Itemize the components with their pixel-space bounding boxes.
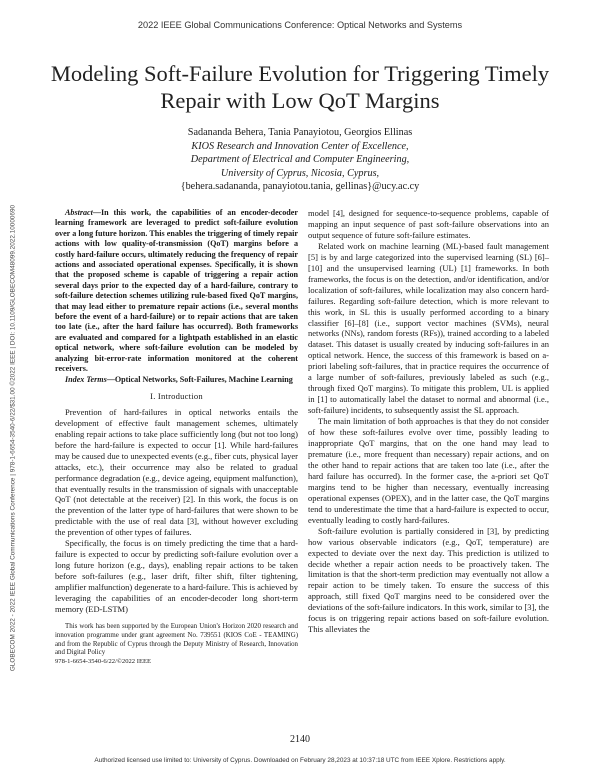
index-terms-text: —Optical Networks, Soft-Failures, Machine Learning xyxy=(106,374,293,384)
author-names: Sadananda Behera, Tania Panayiotou, Georgios Ellinas xyxy=(187,127,413,138)
affiliation-line-1: KIOS Research and Innovation Center of Excellence, xyxy=(191,140,409,152)
doi-sidebar-text: GLOBECOM 2022 - 2022 IEEE Global Communications Conference | 978-1-6654-3540-6/22/$31.00 ©2022 IEEE | DOI: 10.1109/GLOBECOM48099.2022.10000690 xyxy=(9,204,17,671)
conference-header: 2022 IEEE Global Communications Conference: Optical Networks and Systems xyxy=(137,20,463,30)
doi-sidebar xyxy=(6,200,20,675)
author-emails: {behera.sadananda, panayiotou.tania, gellinas}@ucy.ac.cy xyxy=(180,181,420,193)
right-paragraph: model [4], designed for sequence-to-sequence problems, capable of mapping an input sequence of past soft-failure observations into an output sequence of future soft-failure estimates. xyxy=(308,208,549,240)
left-column xyxy=(55,208,298,667)
footnote-block xyxy=(55,623,298,667)
isbn-line: 978-1-6654-3540-6/22/©2022 IEEE xyxy=(55,658,152,666)
abstract xyxy=(55,208,298,375)
index-terms xyxy=(55,375,298,385)
affiliation-line-2: Department of Electrical and Computer Engineering, xyxy=(190,154,410,166)
license-footer: Authorized licensed use limited to: University of Cyprus. Downloaded on February 28,2023 at 10:37:18 UTC from IEEE Xplore. Restrictions apply. xyxy=(94,757,506,764)
right-column xyxy=(308,208,549,635)
page-number: 2140 xyxy=(290,734,310,745)
right-paragraph: Soft-failure evolution is partially considered in [3], by predicting how various observable indicators (e.g., QoT, temperature) are expected to deviate over the next day. This prediction is utilized to decide whether a repair action needs to be proactively taken. The limitation is that the short-term prediction may eventually not allow a repair action to be timely taken. To ensure the success of this approach, still fixed QoT margins need to be considered over the deviations of the soft-failure indicators. In this work, similar to [3], the focus is on triggering repair actions based on soft-failure evolution. This alleviates the xyxy=(308,525,549,635)
right-paragraph: The main limitation of both approaches is that they do not consider of how these soft-failures evolve over time, possibly leading to inappropriate QoT margins, that on the one hand may lead to premature (i.e., more frequent than necessary) repair actions, and on the other hand to repair actions that are taken too late (i.e., after the hard failure has occurred). In the former case, the a-priori set QoT margins tend to be higher than necessary, eventually increasing operational expenses (OPEX), and in the latter case, the QoT margins tend to underestimate the time that a hard-failure is expected to occur, eventually leading to costly hard-failures. xyxy=(308,416,549,525)
left-paragraph: Specifically, the focus is on timely predicting the time that a hard-failure is expected to occur by predicting soft-failure evolution over a long future horizon (e.g., days), enabling repair actions to be taken before soft-failures (e.g., laser drift, filter shift, filter tightening, amplifier malfunction) degenerate to a hard-failure. This is achieved by leveraging the capabilities of an encoder-decoder long short-term memory (ED-LSTM) xyxy=(55,538,298,615)
abstract-text: —In this work, the capabilities of an encoder-decoder learning framework are leveraged to predict soft-failure evolution over a long future horizon. This enables the triggering of timely repair actions with low quality-of-transmission (QoT) margins before a costly hard-failure occurs, ultimately reducing the frequency of repair actions and associated operational expenses. Specifically, it is shown that the proposed scheme is capable of triggering a repair action several days prior to the expected day of a hard-failure, contrary to soft-failure detection schemes utilizing rule-based fixed QoT margins, that may lead either to premature repair actions (i.e., several months before the event of a hard-failure) or to repair actions that are taken too late (i.e., after the hard failure has occurred). Both frameworks are evaluated and compared for a lightpath established in an elastic optical network, where soft-failure evolution can be modeled by analyzing bit-error-rate information monitored at the coherent receivers. xyxy=(55,208,298,374)
funding-footnote: This work has been supported by the European Union's Horizon 2020 research and innovation programme under grant agreement No. 739551 (KIOS CoE - TEAMING) and from the Republic of Cyprus through the Deputy Ministry of Research, Innovation and Digital Policy xyxy=(55,622,298,657)
abstract-label: Abstract xyxy=(65,208,93,217)
section-heading-introduction: I. Introduction xyxy=(150,390,203,401)
index-terms-label: Index Terms xyxy=(65,374,107,384)
author-block xyxy=(0,126,600,194)
right-paragraph: Related work on machine learning (ML)-based fault management [5] is by and large categorized into the supervised learning (SL) [6]–[10] and the unsupervised learning (UL) [1] frameworks. In both frameworks, the focus is on the detection, and/or identification, and/or localization of soft-failures, while localization may also concern hard-failures. Regarding soft-failure detection, which is more relevant to this work, in SL this is usually performed according to a binary classifier [6]–[8] (i.e., support vector machines (SVMs), neural networks (NNs), random forests (RFs)), trained according to a labeled dataset. This dataset is usually created by inducing soft-failures in an optical network. Hence, the success of this framework is based on a-priori labeling soft-failures, that in practice requires the occurrence of a large number of soft-failures, previously labeled as such (e.g., through fixed QoT margins). To mitigate this problem, UL is applied in [1] to automatically label the dataset to normal and abnormal (i.e., soft-failure) incidents, to subsequently assist the SL approach. xyxy=(308,240,549,416)
affiliation-line-3: University of Cyprus, Nicosia, Cyprus, xyxy=(220,167,380,179)
left-paragraph: Prevention of hard-failures in optical networks entails the development of effective fault management schemes, ultimately enabling repair actions to take place sufficiently long (but not too long) before the hard-failure is expected to occur [1]. While hard-failures may be caused due to unexpected events (e.g., fiber cuts, physical layer attacks, etc.), their occurrence may also be related to gradual performance degradation (e.g., device ageing, equipment malfunction), that eventually results in the transmission of signals with unacceptable QoT (not detectable at the receiver) [2]. In this work, the focus is on the prevention of the latter type of hard-failures that were shown to be predictable with the use of real data [3], without however excluding the prevention of other types of failures. xyxy=(55,406,298,538)
paper-title: Modeling Soft-Failure Evolution for Triggering Timely Repair with Low QoT Margins xyxy=(50,61,550,113)
